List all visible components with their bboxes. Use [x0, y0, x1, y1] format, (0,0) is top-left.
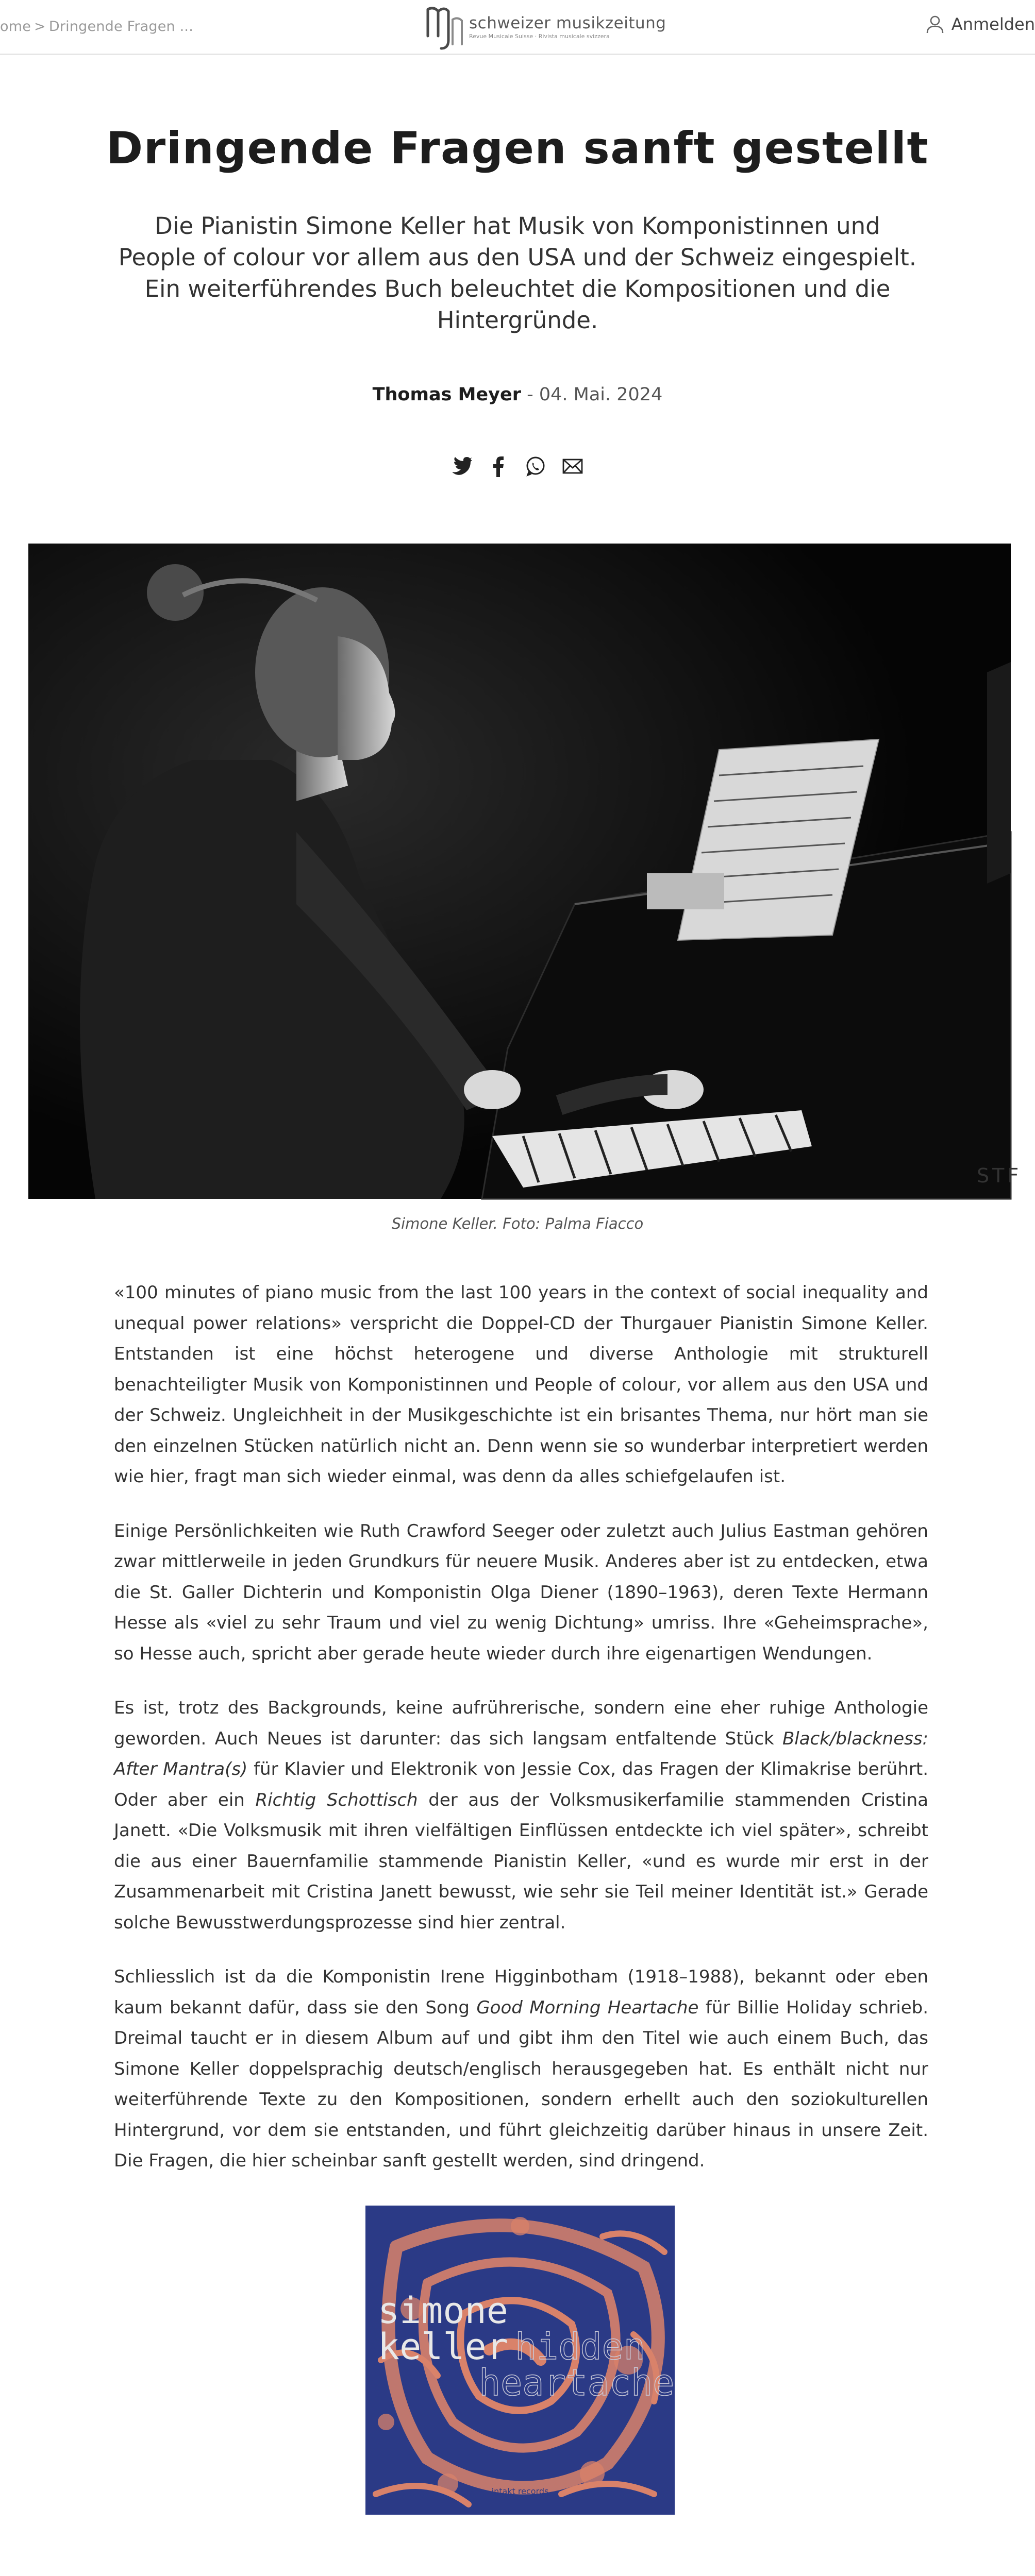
site-header — [0, 0, 1035, 55]
breadcrumb-current: Dringende Fragen ... — [48, 19, 193, 35]
album-cover-label: intakt records — [491, 2486, 549, 2496]
author-link[interactable]: Thomas Meyer — [372, 384, 521, 405]
reference-cd — [114, 2571, 928, 2576]
logo-mark-icon — [426, 4, 466, 50]
article-paragraph: Schliesslich ist da die Komponistin Irene Higginbotham (1918–1988), bekannt oder eben kaum bekannt dafür, dass sie den Song Good Morning Heartache für Billie Holiday schrieb. Dreimal taucht er in diesem Album auf und gibt ihm den Titel wie auch einem Buch, das Simone Keller doppelsprachig deutsch/englisch herausgegeben hat. Es enthält nicht nur weiterführende Texte zu den Kompositionen, sondern erhellt auch den soziokulturellen Hintergrund, vor dem sie entstanden, und führt gleichzeitig darüber hinaus in unsere Zeit. Die Fragen, die hier scheinbar sanft gestellt werden, sind dringend. — [114, 1967, 928, 2171]
logo-subtitle: Revue Musicale Suisse · Rivista musicale svizzera — [469, 33, 610, 40]
byline — [0, 384, 1035, 405]
album-cover — [365, 2206, 675, 2515]
login-button[interactable] — [925, 14, 1035, 35]
twitter-icon[interactable] — [448, 453, 474, 479]
article-title: Dringende Fragen sanft gestellt — [106, 123, 929, 174]
article-paragraph: Einige Persönlichkeiten wie Ruth Crawford Seeger oder zuletzt auch Julius Eastman gehören zwar mittlerweile in jeden Grundkurs für neuere Musik. Anderes aber ist zu entdecken, etwa die St. Galler Dichterin und Komponistin Olga Diener (1890–1963), deren Texte Hermann Hesse als «viel zu sehr Traum und viel zu wenig Dichtung» umriss. Ihre «Geheimsprache», so Hesse auch, spricht aber gerade heute wieder durch ihre eigenartigen Wendungen. — [114, 1520, 928, 1664]
hero-caption: Simone Keller. Foto: Palma Fiacco — [391, 1215, 644, 1232]
email-icon[interactable] — [560, 453, 586, 479]
logo-title: schweizer musikzeitung — [469, 14, 666, 32]
whatsapp-icon[interactable] — [523, 453, 548, 479]
photo-watermark: STF — [977, 1164, 1022, 1187]
album-cover-artist-first: simone — [378, 2290, 508, 2332]
album-cover-title-second: heartache — [479, 2362, 675, 2404]
album-cover-artist-last: keller — [378, 2326, 508, 2368]
user-icon — [925, 14, 945, 35]
article-lead: Die Pianistin Simone Keller hat Musik von Komponistinnen und People of colour vor allem aus den USA und der Schweiz eingespielt. Ein weiterführendes Buch beleuchtet die Kompositionen und die Hintergründe. — [118, 212, 917, 334]
hero-photo — [28, 544, 1022, 1199]
album-cover-title-first: hidden — [515, 2326, 645, 2368]
site-logo[interactable] — [426, 4, 666, 50]
article-paragraph: «100 minutes of piano music from the last 100 years in the context of social inequality and unequal power relations» verspricht die Doppel-CD der Thurgauer Pianistin Simone Keller. Entstanden ist eine höchst heterogene und diverse Anthologie mit strukturell benachteiligter Musik von Komponistinnen und People of colour, vor allem aus den USA und der Schweiz. Ungleichheit in der Musikgeschichte ist ein brisantes Thema, nur hört man sie den einzelnen Stücken natürlich nicht an. Denn wenn sie so wunderbar interpretiert werden wie hier, fragt man sich wieder einmal, was denn da alles schiefgelaufen ist. — [114, 1282, 928, 1487]
share-bar — [448, 453, 586, 479]
publish-date: 04. Mai. 2024 — [539, 384, 663, 405]
date-separator: - — [521, 384, 539, 405]
references — [114, 2571, 928, 2576]
breadcrumb-home-link[interactable]: ome — [0, 19, 31, 35]
article-paragraph: Es ist, trotz des Backgrounds, keine aufrührerische, sondern eine eher ruhige Anthologie geworden. Auch Neues ist darunter: das sich langsam entfaltende Stück Black/blackness: After Mantra(s) für Klavier und Elektronik von Jessie Cox, das Fragen der Klimakrise berührt. Oder aber ein Richtig Schottisch der aus der Volksmusikerfamilie stammenden Cristina Janett. «Die Volksmusik mit ihren vielfältigen Einflüssen entdeckte ich viel später», schreibt die aus einer Bauernfamilie stammende Pianistin Keller, «und es wurde mir erst in der Zusammenarbeit mit Cristina Janett bewusst, wie sehr sie Teil meiner Identität ist.» Gerade solche Bewusstwerdungsprozesse sind hier zentral. — [114, 1698, 929, 1933]
facebook-icon[interactable] — [486, 453, 511, 479]
login-label: Anmelden — [951, 14, 1035, 34]
article-body — [114, 1278, 928, 2200]
breadcrumb — [0, 19, 193, 35]
breadcrumb-separator: > — [34, 19, 46, 35]
